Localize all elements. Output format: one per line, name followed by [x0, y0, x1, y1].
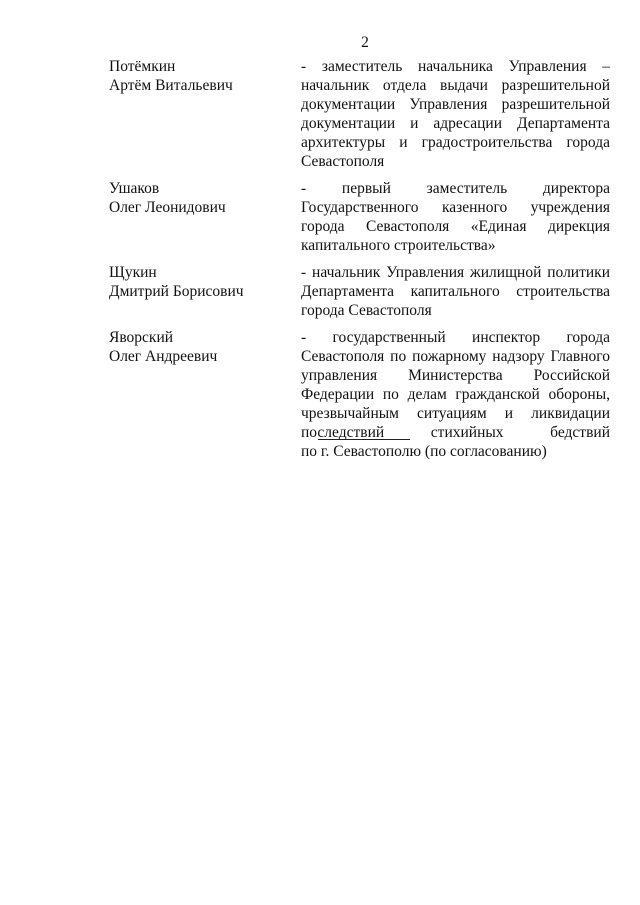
role-line: управления Министерства Российской [301, 367, 610, 384]
role-line: города Севастополя [301, 302, 432, 319]
end-of-list-rule [318, 439, 410, 440]
role-line: Федерации по делам гражданской обороны, [301, 386, 610, 403]
member-given-names: Олег Леонидович [109, 199, 226, 216]
member-entry [109, 57, 610, 171]
role-line: документации и адресации Департамента [301, 115, 610, 132]
role-line: - начальник Управления жилищной политики [301, 264, 610, 281]
role-line: - заместитель начальника Управления – [301, 58, 610, 75]
member-surname: Ушаков [109, 180, 160, 197]
member-name [109, 263, 301, 320]
role-line: архитектуры и градостроительства города [301, 134, 610, 151]
role-line: документации Управления разрешительной [301, 96, 610, 113]
role-line: капитального строительства» [301, 237, 496, 254]
member-surname: Яворский [109, 329, 174, 346]
page-number: 2 [361, 34, 369, 51]
member-surname: Щукин [109, 264, 157, 281]
role-line: - государственный инспектор города [301, 329, 610, 346]
member-role [301, 263, 610, 320]
members-list [109, 57, 610, 469]
member-name [109, 57, 301, 171]
role-line: Государственного казенного учреждения [301, 199, 610, 216]
member-name [109, 328, 301, 461]
role-line: Севастополя по пожарному надзору Главного [301, 348, 610, 365]
role-line: последствий стихийных бедствий [301, 424, 610, 441]
member-surname: Потёмкин [109, 58, 176, 75]
member-entry [109, 328, 610, 461]
role-line: начальник отдела выдачи разрешительной [301, 77, 610, 94]
role-line: Департамента капитального строительства [301, 283, 610, 300]
member-role [301, 328, 610, 461]
member-given-names: Олег Андреевич [109, 348, 218, 365]
role-line: по г. Севастополю (по согласованию) [301, 443, 547, 460]
member-role [301, 57, 610, 171]
role-line: чрезвычайным ситуациям и ликвидации [301, 405, 610, 422]
role-line: города Севастополя «Единая дирекция [301, 218, 610, 235]
member-entry [109, 179, 610, 255]
role-line: - первый заместитель директора [301, 180, 610, 197]
member-given-names: Артём Витальевич [109, 77, 233, 94]
member-entry [109, 263, 610, 320]
role-line: Севастополя [301, 153, 385, 170]
member-name [109, 179, 301, 255]
member-role [301, 179, 610, 255]
member-given-names: Дмитрий Борисович [109, 283, 244, 300]
